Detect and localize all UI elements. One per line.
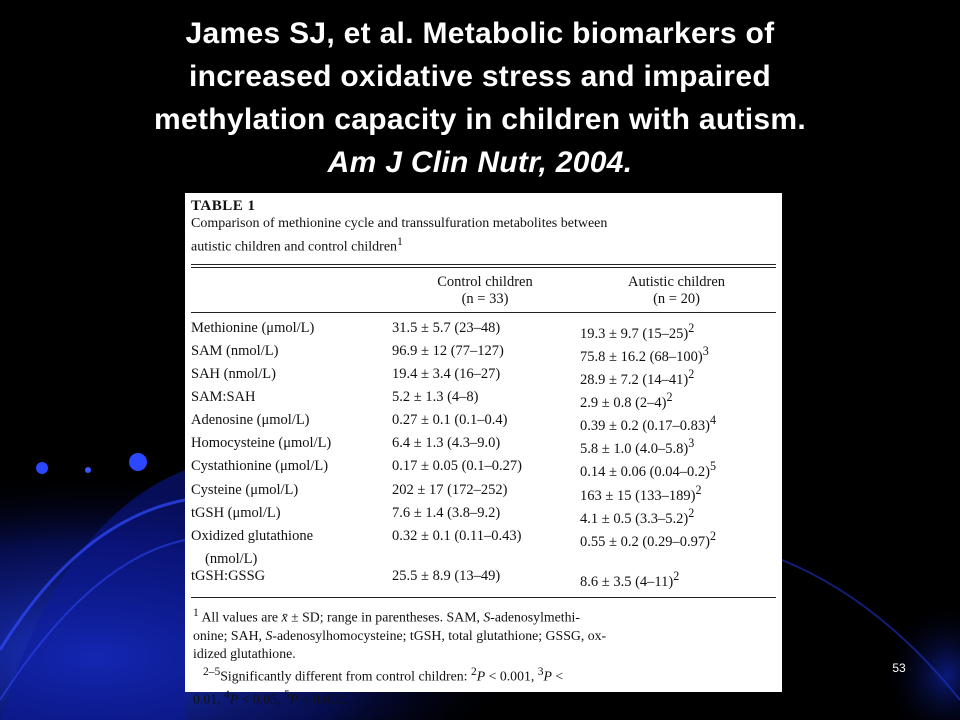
significance-mark: 2 [688,366,695,381]
autistic-value-text: 0.55 ± 0.2 (0.29–0.97) [580,533,710,550]
footnote-1-s2: S [265,627,273,643]
p-mark-5: 5 [283,688,290,701]
autistic-value [580,343,775,366]
significance-mark: 2 [695,482,702,497]
p-mark-4: 4 [224,688,230,701]
control-header-label: Control children [437,273,533,290]
significance-mark: 2 [666,390,673,405]
autistic-value-text: 19.3 ± 9.7 (15–25) [580,325,689,342]
autistic-value [580,389,775,412]
caption-footnote-mark: 1 [397,235,403,248]
control-value: 0.27 ± 0.1 (0.1–0.4) [392,412,508,429]
p-text-3a: < [551,668,564,684]
table-row [191,551,776,568]
p-mark-2: 2 [470,665,477,678]
row-label: tGSH (μmol/L) [191,504,281,521]
table-caption-line-1: Comparison of methionine cycle and transsulfuration metabolites between [191,216,608,231]
footnote-2-mark: 2–5 [203,665,221,678]
control-value: 7.6 ± 1.4 (3.8–9.2) [392,504,501,521]
footnote-1-text-c: -adenosylmethi- [490,609,580,625]
table-footnotes [191,598,776,708]
row-label: SAM:SAH [191,389,256,406]
table-body [191,313,776,592]
table-row [191,389,776,412]
control-value: 31.5 ± 5.7 (23–48) [392,319,501,336]
table-row [191,528,776,551]
table-caption [191,215,776,257]
slide-page-number: 53 [892,661,906,675]
autistic-value [580,366,775,389]
table-heading: TABLE 1 [191,198,256,214]
autistic-value [580,458,775,481]
p-text-2: < 0.001, [485,668,538,684]
autistic-value-text: 28.9 ± 7.2 (14–41) [580,371,689,388]
p-symbol-3: P [543,668,552,684]
table-row [191,320,776,343]
row-label: SAM (nmol/L) [191,342,279,359]
column-header-autistic [579,274,774,312]
autistic-value [580,505,775,528]
decor-dot-3 [85,467,91,473]
footnote-2 [193,663,776,686]
autistic-value-text: 4.1 ± 0.5 (3.3–5.2) [580,510,689,527]
control-value: 96.9 ± 12 (77–127) [392,342,504,359]
table-row [191,435,776,458]
footnote-1-xbar: x̄ [281,609,288,625]
row-label: Cysteine (μmol/L) [191,481,299,498]
p-symbol-4: P [229,691,239,707]
autistic-value-text: 0.39 ± 0.2 (0.17–0.83) [580,417,710,434]
row-label: tGSH:GSSG [191,568,266,585]
footnote-1-line-2 [193,627,776,645]
caption-text: autistic children and control children [191,239,398,255]
significance-mark: 2 [710,528,717,543]
title-line-2: increased oxidative stress and impaired [189,60,771,93]
table-row [191,505,776,528]
control-value: 5.2 ± 1.3 (4–8) [392,389,479,406]
autistic-value-text: 2.9 ± 0.8 (2–4) [580,394,667,411]
row-label: Oxidized glutathione [191,527,314,544]
row-label: Cystathionine (μmol/L) [191,458,329,475]
autistic-header-label: Autistic children [627,273,726,290]
decor-dot-1 [36,462,48,474]
autistic-value-text: 5.8 ± 1.0 (4.0–5.8) [580,441,689,458]
journal-citation: Am J Clin Nutr, 2004. [327,146,633,179]
table-row [191,412,776,435]
row-label: SAH (nmol/L) [191,365,276,382]
autistic-value [580,551,775,568]
significance-mark: 4 [710,413,717,428]
control-value: 0.32 ± 0.1 (0.11–0.43) [392,527,522,544]
table-caption-line-2 [191,233,776,257]
footnote-1 [193,604,776,627]
footnote-1-s1: S [483,609,491,625]
column-header-blank [191,274,391,312]
autistic-value [580,320,775,343]
table-row [191,458,776,481]
row-label: Methionine (μmol/L) [191,319,315,336]
p-symbol-5: P [289,691,299,707]
control-value: 19.4 ± 3.4 (16–27) [392,365,501,382]
p-text-5: < 0.002. [298,691,348,707]
control-value: 25.5 ± 8.9 (13–49) [392,568,501,585]
table-row [191,482,776,505]
title-line-3: methylation capacity in children with autism. [154,103,806,136]
autistic-value-text: 0.14 ± 0.06 (0.04–0.2) [580,464,710,481]
row-label: (nmol/L) [205,550,258,567]
p-text-3b: 0.01, [193,691,225,707]
row-label: Adenosine (μmol/L) [191,412,310,429]
significance-mark: 2 [688,320,695,335]
footnote-1-mark: 1 [193,607,199,620]
autistic-value-text: 163 ± 15 (133–189) [580,487,696,504]
autistic-value [580,568,775,591]
significance-mark: 5 [710,459,717,474]
table-column-headers [191,268,776,312]
table-row [191,568,776,591]
significance-mark: 3 [688,436,695,451]
footnote-2-text: Significantly different from control children: [220,668,471,684]
p-text-4: < 0.05, [238,691,284,707]
p-symbol-2: P [476,668,486,684]
footnote-1-text-b: ± SD; range in parentheses. SAM, [287,609,484,625]
slide-title [40,12,920,184]
control-value: 0.17 ± 0.05 (0.1–0.27) [392,458,522,475]
footnote-1-line-2a: onine; SAH, [193,627,266,643]
autistic-value [580,528,775,551]
significance-mark: 2 [673,569,680,584]
autistic-value-text: 8.6 ± 3.5 (4–11) [580,574,674,591]
column-header-control [391,274,579,312]
autistic-value [580,435,775,458]
control-value [392,551,580,568]
significance-mark: 3 [702,343,709,358]
autistic-header-n: (n = 20) [653,290,700,307]
control-header-n: (n = 33) [461,290,509,307]
control-value: 202 ± 17 (172–252) [392,481,508,498]
autistic-value-text: 75.8 ± 16.2 (68–100) [580,348,703,365]
footnote-2-line-2 [193,686,776,709]
p-mark-3: 3 [537,665,544,678]
footnote-1-line-2b: -adenosylhomocysteine; tGSH, total glutathione; GSSG, ox- [272,627,607,643]
row-label: Homocysteine (μmol/L) [191,435,332,452]
autistic-value [580,482,775,505]
table-1-image [185,193,782,707]
title-line-1: James SJ, et al. Metabolic biomarkers of [185,17,775,50]
autistic-value [580,412,775,435]
footnote-1-line-3: idized glutathione. [193,645,296,661]
decor-dot-2 [129,453,147,471]
table-row [191,366,776,389]
significance-mark: 2 [688,505,695,520]
table-row [191,343,776,366]
control-value: 6.4 ± 1.3 (4.3–9.0) [392,435,501,452]
footnote-1-text-a: All values are [198,609,282,625]
